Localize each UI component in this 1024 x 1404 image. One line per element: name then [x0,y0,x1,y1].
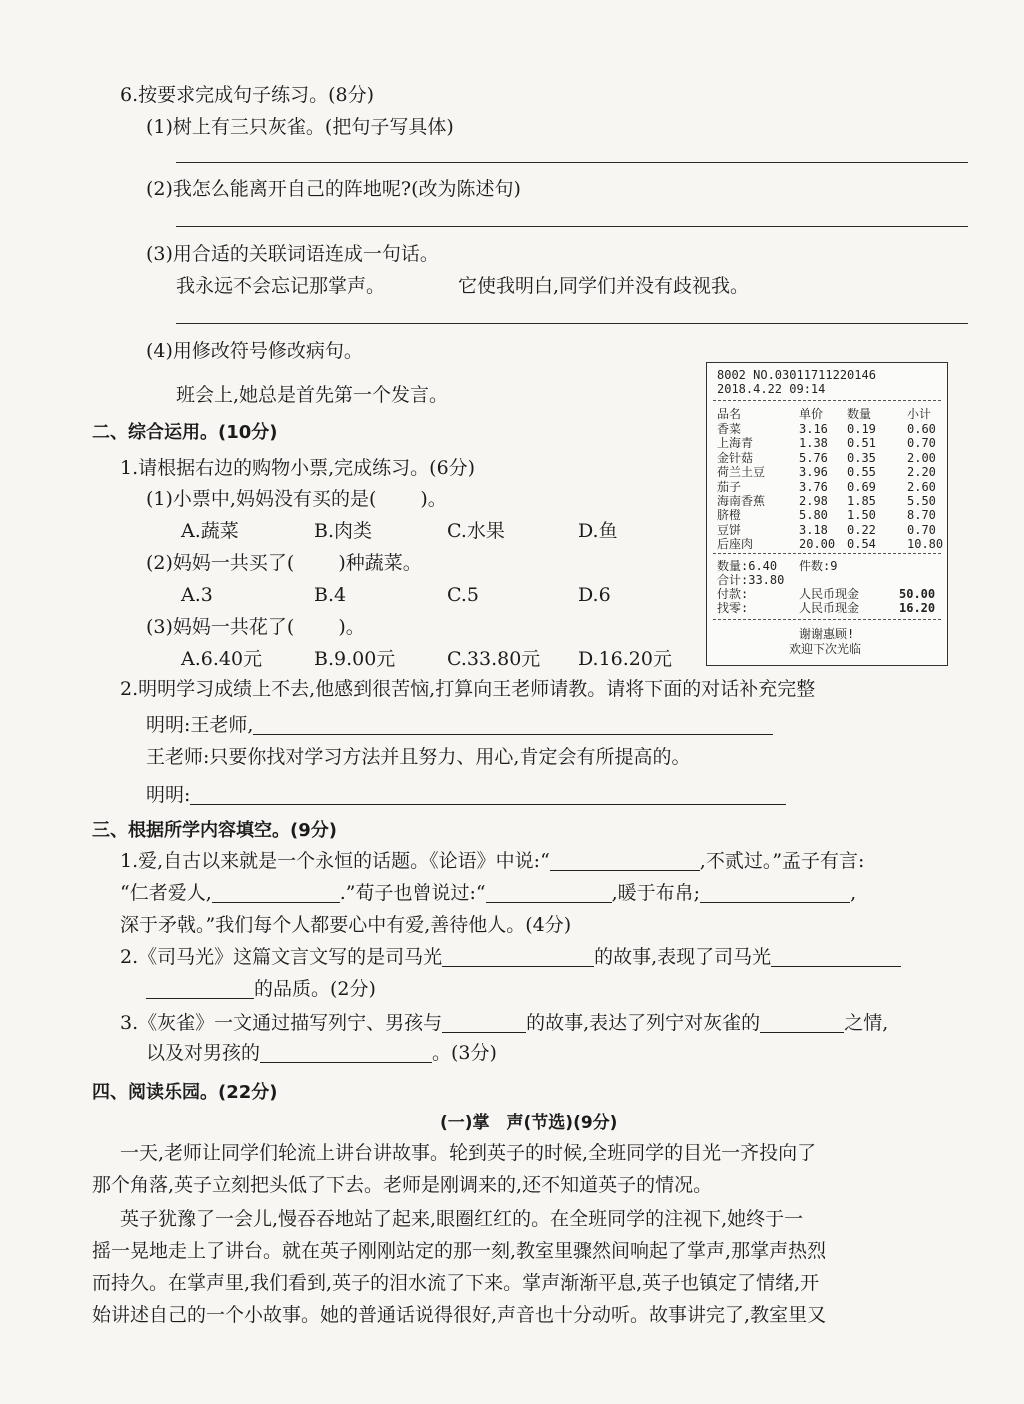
receipt-item-name: 上海青 [717,436,754,451]
answer-line-q6-1[interactable] [176,162,968,163]
option-b: B.肉类 [314,520,373,542]
receipt-item-price: 1.38 [799,436,828,451]
receipt-item-qty: 0.19 [847,422,876,436]
receipt-item-subtotal: 10.80 [907,537,944,552]
receipt-item-price: 20.00 [799,537,836,552]
receipt-change-value: 16.20 [899,601,936,615]
option-d: D.6 [578,584,611,606]
sec3-q3-line1: 3.《灰雀》一文通过描写列宁、男孩与 的故事,表达了列宁对灰雀的 之情, [120,1012,889,1034]
divider [713,553,941,554]
section-3-title: 三、根据所学内容填空。(9分) [92,820,337,841]
answer-blank[interactable] [760,1012,844,1033]
passage-p2-line2: 摇一晃地走上了讲台。就在英子刚刚站定的那一刻,教室里骤然间响起了掌声,那掌声热烈 [92,1240,827,1262]
q6-sub4-sentence: 班会上,她总是首先第一个发言。 [176,384,449,406]
answer-blank[interactable] [550,850,700,871]
option-d: D.16.20元 [578,648,672,670]
option-c: C.5 [447,584,479,606]
receipt-item-subtotal: 0.60 [907,422,936,436]
passage-p1-line2: 那个角落,英子立刻把头低了下去。老师是刚调来的,还不知道英子的情况。 [92,1174,713,1196]
dialog-line-1: 明明:王老师, [146,712,773,738]
answer-blank[interactable] [442,1012,526,1033]
section-4-title: 四、阅读乐园。(22分) [92,1082,278,1103]
dialog-line-2: 王老师:只要你找对学习方法并且努力、用心,肯定会有所提高的。 [146,746,691,768]
receipt-item-price: 3.96 [799,465,828,480]
sec2-q1c: (3)妈妈一共花了( )。 [146,616,365,638]
q6-sub3: (3)用合适的关联词语连成一句话。 [146,243,439,265]
sec3-q3-line2: 以及对男孩的 。(3分) [146,1042,497,1064]
receipt-item-price: 3.16 [799,422,828,436]
receipt-change-label: 找零: [717,601,749,615]
answer-blank[interactable] [486,882,612,903]
sec3-q1-line1: 1.爱,自古以来就是一个永恒的话题。《论语》中说:“ ,不贰过。”孟子有言: [120,850,865,872]
receipt-item-price: 3.76 [799,479,828,494]
sec3-q1-line3: 深于矛戟。”我们每个人都要心中有爱,善待他人。(4分) [120,914,572,936]
passage-title: (一)掌 声(节选)(9分) [440,1113,618,1133]
divider [713,619,941,620]
sec3-q2-line2: 的品质。(2分) [146,976,376,1002]
receipt-item-qty: 1.50 [847,508,876,523]
shopping-receipt [706,362,948,666]
receipt-pieces: 件数:9 [799,559,838,573]
q6-title: 6.按要求完成句子练习。(8分) [120,84,375,106]
receipt-item-subtotal: 5.50 [907,494,936,508]
receipt-item-price: 5.80 [799,508,828,523]
answer-blank[interactable] [146,978,254,999]
receipt-paid-label: 付款: [717,587,749,601]
receipt-item-subtotal: 2.60 [907,479,936,494]
answer-blank[interactable] [700,882,850,903]
answer-blank[interactable] [260,1042,432,1063]
answer-line-q6-2[interactable] [176,226,968,227]
receipt-item-name: 后座肉 [717,537,754,552]
receipt-item-name: 茄子 [717,479,742,494]
option-a: A.3 [181,584,213,606]
receipt-item-name: 脐橙 [717,508,742,523]
option-c: C.33.80元 [447,648,541,670]
receipt-item-subtotal: 8.70 [907,508,936,523]
col-header-name: 品名 [717,407,742,421]
col-header-qty: 数量 [847,407,872,421]
receipt-item-qty: 0.69 [847,479,876,494]
option-b: B.4 [314,584,347,606]
sec2-q1b: (2)妈妈一共买了( )种蔬菜。 [146,552,422,574]
answer-line-q6-3[interactable] [176,323,968,324]
receipt-number: 8002 NO.03011711220146 [717,368,876,382]
q6-sub3-sentence-a: 我永远不会忘记那掌声。 [176,275,386,297]
sec3-q2-line1: 2.《司马光》这篇文言文写的是司马光 的故事,表现了司马光 [120,944,901,970]
receipt-total: 合计:33.80 [717,573,785,587]
receipt-item-name: 荷兰土豆 [717,465,766,480]
option-c: C.水果 [447,520,505,542]
answer-blank-dialog-2[interactable] [190,784,786,805]
option-d: D.鱼 [578,520,618,542]
receipt-item-qty: 1.85 [847,494,876,508]
answer-blank-dialog-1[interactable] [253,714,773,735]
col-header-subtotal: 小计 [907,407,932,421]
receipt-item-qty: 0.22 [847,522,876,537]
passage-p2-line3: 而持久。在掌声里,我们看到,英子的泪水流了下来。掌声渐渐平息,英子也镇定了情绪,开 [92,1272,820,1294]
receipt-item-price: 2.98 [799,494,828,508]
receipt-date: 2018.4.22 09:14 [717,382,826,396]
receipt-item-name: 海南香蕉 [717,494,766,508]
receipt-paid-value: 50.00 [899,587,936,601]
sec2-q2: 2.明明学习成绩上不去,他感到很苦恼,打算向王老师请教。请将下面的对话补充完整 [120,678,816,700]
receipt-item-subtotal: 0.70 [907,436,936,451]
receipt-item-qty: 0.55 [847,465,876,480]
passage-p1-line1: 一天,老师让同学们轮流上讲台讲故事。轮到英子的时候,全班同学的目光一齐投向了 [120,1142,817,1164]
col-header-price: 单价 [799,407,824,421]
section-2-title: 二、综合运用。(10分) [92,422,278,443]
receipt-item-price: 3.18 [799,522,828,537]
q6-sub1: (1)树上有三只灰雀。(把句子写具体) [146,116,454,138]
receipt-item-name: 香菜 [717,422,742,436]
receipt-item-subtotal: 2.00 [907,450,936,465]
answer-blank[interactable] [212,882,340,903]
dialog-line-3: 明明: [146,782,786,808]
receipt-thanks: 谢谢惠顾! [799,627,855,641]
q6-sub2: (2)我怎么能离开自己的阵地呢?(改为陈述句) [146,178,521,200]
q6-sub3-sentence-b: 它使我明白,同学们并没有歧视我。 [458,275,750,297]
receipt-item-qty: 0.54 [847,537,876,552]
passage-p2-line4: 始讲述自己的一个小故事。她的普通话说得很好,声音也十分动听。故事讲完了,教室里又 [92,1304,827,1326]
receipt-change-method: 人民币现金 [799,601,860,615]
receipt-item-subtotal: 2.20 [907,465,936,480]
receipt-welcome: 欢迎下次光临 [789,642,862,656]
receipt-item-name: 金针菇 [717,450,754,465]
option-a: A.6.40元 [181,648,263,670]
sec2-q1: 1.请根据右边的购物小票,完成练习。(6分) [120,457,476,479]
receipt-item-price: 5.76 [799,450,828,465]
receipt-item-subtotal: 0.70 [907,522,936,537]
answer-blank[interactable] [771,946,901,967]
answer-blank[interactable] [442,946,594,967]
option-b: B.9.00元 [314,648,396,670]
q6-sub4: (4)用修改符号修改病句。 [146,340,363,362]
receipt-item-name: 豆饼 [717,522,742,537]
option-a: A.蔬菜 [181,520,239,542]
sec2-q1a: (1)小票中,妈妈没有买的是( )。 [146,488,447,510]
receipt-item-qty: 0.51 [847,436,876,451]
receipt-count: 数量:6.40 [717,559,778,573]
receipt-item-qty: 0.35 [847,450,876,465]
divider [713,400,941,401]
sec3-q1-line2: “仁者爱人, .”荀子也曾说过:“ ,暖于布帛; , [120,882,857,904]
receipt-paid-method: 人民币现金 [799,587,860,601]
passage-p2-line1: 英子犹豫了一会儿,慢吞吞地站了起来,眼圈红红的。在全班同学的注视下,她终于一 [120,1208,804,1230]
